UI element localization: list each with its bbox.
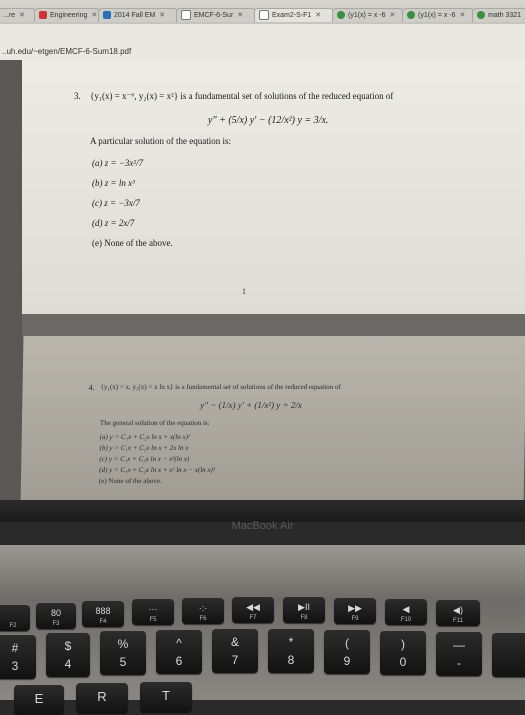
tab-google-search-1[interactable] <box>332 8 404 22</box>
option-d: (d) y = C₁x + C₂x ln x + x² ln x − x(ln x)² <box>99 466 216 474</box>
key-label: F7 <box>249 615 257 621</box>
tab-label: Exam2-S-F1 <box>272 12 312 19</box>
tab-label: math 3321 <box>488 12 522 19</box>
tab-0[interactable] <box>0 8 36 22</box>
tab-google-search-2[interactable] <box>402 8 474 22</box>
key-number: 9 <box>343 654 351 668</box>
option-c: (c) y = C₁x + C₂x ln x − x²(ln x) <box>99 455 190 463</box>
tab-2014-fall[interactable] <box>98 8 178 22</box>
key-symbol: ··· <box>148 604 158 614</box>
key-f9[interactable] <box>334 598 376 624</box>
key-8[interactable] <box>268 629 314 673</box>
problem-prompt: The general solution of the equation is: <box>99 419 210 427</box>
key-shift-symbol: ^ <box>176 636 182 650</box>
key-f2[interactable] <box>0 605 30 631</box>
key-shift-symbol: % <box>117 637 129 651</box>
screen-bezel <box>0 500 525 522</box>
key-label: F11 <box>453 618 463 624</box>
close-icon[interactable]: ✕ <box>237 12 244 19</box>
close-icon[interactable]: ✕ <box>315 12 322 19</box>
key-symbol: ◀) <box>453 605 463 615</box>
key-number: 8 <box>287 653 295 667</box>
pdf-page-2 <box>21 336 525 500</box>
keyboard-deck <box>0 545 525 706</box>
key-f7[interactable] <box>232 597 274 623</box>
key-symbol: ▶II <box>298 602 310 612</box>
key-number: 4 <box>64 657 72 671</box>
close-icon[interactable]: ✕ <box>159 12 166 19</box>
key-shift-symbol: ) <box>401 637 405 651</box>
mail-icon <box>39 11 47 19</box>
key-symbol: ·:· <box>198 603 208 613</box>
problem-statement: {y₁(x) = x, y₂(x) = x ln x} is a fundamental set of solutions of the reduced equation of <box>100 383 341 391</box>
key-shift-symbol: ( <box>345 636 349 650</box>
key-label: F10 <box>400 617 412 623</box>
option-a: (a) z = −3x²/7 <box>92 158 144 168</box>
tab-label: 2014 Fall EM <box>114 12 156 19</box>
key-label: F4 <box>99 619 107 625</box>
google-icon <box>477 11 485 19</box>
key-f4[interactable] <box>82 601 124 627</box>
key-6[interactable] <box>156 630 202 674</box>
key-shift-symbol: & <box>230 635 239 649</box>
close-icon[interactable]: ✕ <box>459 12 466 19</box>
tab-label: (y1(x) = x -6 <box>418 12 456 19</box>
key-label: F6 <box>199 616 207 622</box>
key-number: 7 <box>231 653 239 667</box>
tab-label: (y1(x) = x -6 <box>348 12 386 19</box>
key-4[interactable] <box>46 633 90 677</box>
tab-exam2[interactable] <box>254 8 334 22</box>
key-f8[interactable] <box>283 597 325 623</box>
key-t[interactable] <box>140 682 192 712</box>
tab-label: EMCF-6-Sur <box>194 12 234 19</box>
problem-prompt: A particular solution of the equation is: <box>90 136 231 146</box>
key-symbol: ▶▶ <box>348 603 362 613</box>
key-shift-symbol: * <box>288 635 294 649</box>
key-e[interactable] <box>14 685 64 715</box>
tab-engineering[interactable] <box>34 8 100 22</box>
tab-label: ...re <box>3 12 16 19</box>
page-number: 1 <box>242 287 246 296</box>
key-minus[interactable] <box>436 632 482 676</box>
blackboard-icon <box>103 11 111 19</box>
problem-number: 3. <box>74 91 81 101</box>
key-number: 6 <box>175 654 183 668</box>
key-0[interactable] <box>380 631 426 675</box>
google-icon <box>337 11 345 19</box>
page-separator <box>22 314 525 336</box>
key-f10[interactable] <box>385 599 427 625</box>
key-label: F2 <box>9 623 17 629</box>
key-letter: T <box>162 688 170 703</box>
close-icon[interactable]: ✕ <box>91 12 98 19</box>
problem-statement: {y₁(x) = x⁻⁶, y₂(x) = x²} is a fundamental set of solutions of the reduced equation of <box>90 91 394 101</box>
pdf-viewer[interactable] <box>0 60 525 500</box>
option-e: (e) None of the above. <box>98 477 162 485</box>
option-c: (c) z = −3x/7 <box>92 198 140 208</box>
key-5[interactable] <box>100 631 146 675</box>
option-d: (d) z = 2x/7 <box>92 218 135 228</box>
option-b: (b) z = ln x³ <box>92 178 135 188</box>
key-symbol: 80 <box>50 608 61 618</box>
key-symbol: ◀◀ <box>246 602 260 612</box>
key-f3[interactable] <box>36 603 76 629</box>
key-label: F3 <box>52 621 60 627</box>
key-f6[interactable] <box>182 598 224 624</box>
key-label: F8 <box>300 615 308 621</box>
key-letter: E <box>34 691 44 706</box>
laptop-brand: MacBook Air <box>231 520 294 532</box>
document-icon <box>181 10 191 20</box>
close-icon[interactable]: ✕ <box>19 12 25 19</box>
key-equals[interactable] <box>492 633 525 677</box>
key-7[interactable] <box>212 629 258 673</box>
key-symbol: ◀ <box>402 604 410 614</box>
key-symbol: 888 <box>95 606 111 616</box>
tab-emcf[interactable] <box>176 8 256 22</box>
key-letter: R <box>97 689 107 704</box>
problem-number: 4. <box>88 383 95 392</box>
google-icon <box>407 11 415 19</box>
option-e: (e) None of the above. <box>92 238 173 248</box>
key-9[interactable] <box>324 630 370 674</box>
problem-equation: y″ − (1/x) y′ + (1/x²) y = 2/x <box>200 400 302 410</box>
tab-math-3321[interactable] <box>472 8 525 22</box>
address-bar-area <box>0 24 525 61</box>
close-icon[interactable]: ✕ <box>389 12 396 19</box>
key-shift-symbol: # <box>11 641 19 655</box>
url-field[interactable]: ..uh.edu/~etgen/EMCF-6-Sum18.pdf <box>2 47 132 56</box>
document-icon <box>259 10 269 20</box>
key-f5[interactable] <box>132 599 174 625</box>
key-shift-symbol: — <box>453 638 465 652</box>
key-label: F5 <box>149 617 157 623</box>
key-f11[interactable] <box>436 600 480 626</box>
key-number: 5 <box>119 655 127 669</box>
key-number: 0 <box>399 655 407 669</box>
key-label: F9 <box>351 616 359 622</box>
problem-equation: y″ + (5/x) y′ − (12/x²) y = 3/x. <box>208 115 329 126</box>
key-3[interactable] <box>0 635 36 679</box>
pdf-page-1 <box>22 60 525 314</box>
key-shift-symbol: $ <box>64 639 72 653</box>
key-number: 3 <box>11 659 19 673</box>
browser-tab-bar <box>0 0 525 24</box>
key-number: - <box>457 656 461 670</box>
tab-label: Engineering <box>50 12 88 19</box>
key-r[interactable] <box>76 683 128 713</box>
option-b: (b) y = C₁x + C₂x ln x + 2x ln x <box>99 444 189 452</box>
option-a: (a) y = C₁x + C₂x ln x + x(ln x)² <box>99 433 191 441</box>
